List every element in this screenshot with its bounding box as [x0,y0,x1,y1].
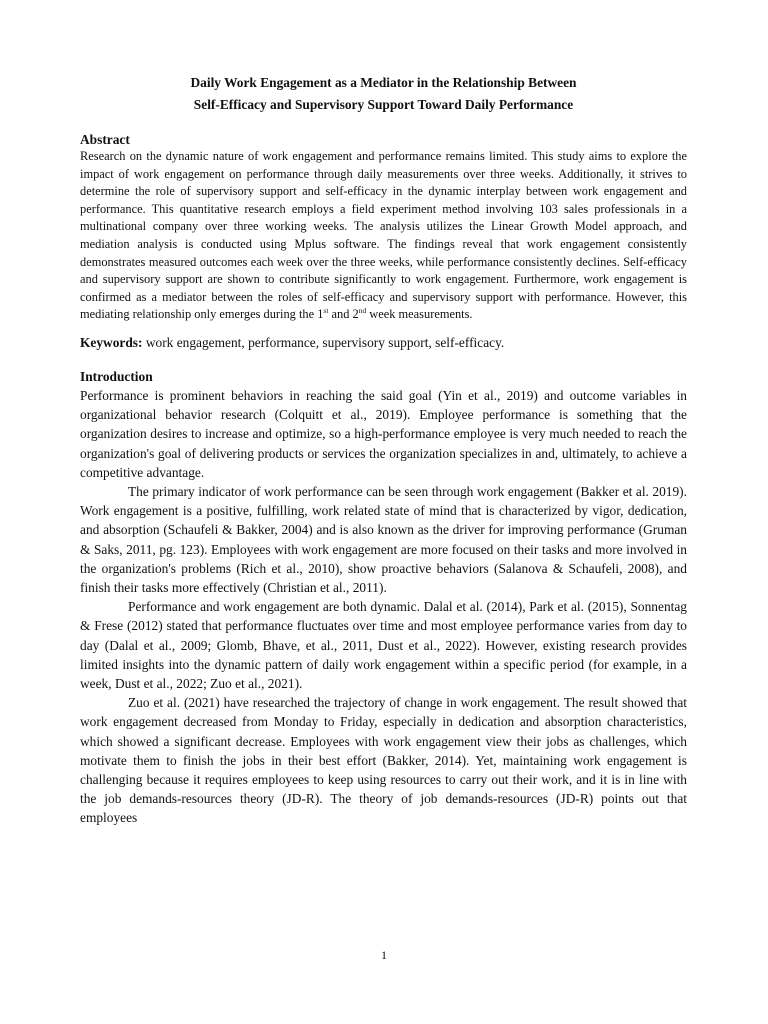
abstract-heading: Abstract [80,132,130,147]
introduction-paragraph-4: Zuo et al. (2021) have researched the trajectory of change in work engagement. The result showed that work engagement decreased from Monday to Friday, especially in dedication and absorption characteristics, which showed a significant decrease. Employees with work engagement view their jobs as challenges, which motivate them to finish the jobs in their best effort (Bakker, 2014). Yet, maintaining work engagement is challenging because it requires employees to keep using resources to carry out their work, and it is in line with the job demands-resources theory (JD-R). The theory of job demands-resources (JD-R) points out that employees [80,695,687,826]
keywords-line [80,334,687,352]
keywords-list: work engagement, performance, supervisory support, self-efficacy. [142,334,505,350]
paper-title [80,72,687,116]
superscript-nd: nd [358,306,367,316]
abstract-text [80,148,687,324]
page-number: 1 [381,948,387,962]
introduction-heading: Introduction [80,368,153,384]
paper-title-line-2: Self-Efficacy and Supervisory Support Toward Daily Performance [193,97,574,112]
introduction-paragraph-3: Performance and work engagement are both dynamic. Dalal et al. (2014), Park et al. (2015), Sonnentag & Frese (2012) stated that performance fluctuates over time and most employee performance varies from day to day (Dalal et al., 2009; Glomb, Bhave, et al., 2011, Dust et al., 2022). However, existing research provides limited insights into the dynamic pattern of daily work engagement within a specific period (for example, in a week, Dust et al., 2022; Zuo et al., 2021). [80,599,687,691]
page-content [80,72,687,828]
abstract-text-end: week measurements. [366,307,473,322]
introduction-paragraph-2: The primary indicator of work performance can be seen through work engagement (Bakker et al. 2019). Work engagement is a positive, fulfilling, work related state of mind that is characterized by vigor, dedication, and absorption (Schaufeli & Bakker, 2004) and is also known as the driver for improving performance (Gruman & Saks, 2011, pg. 123). Employees with work engagement are more focused on their tasks and more involved in the organization's problems (Rich et al., 2010), show proactive behaviors (Salanova & Schaufeli, 2008), and finish their tasks more effectively (Christian et al., 2011). [80,483,687,595]
introduction-paragraph-1: Performance is prominent behaviors in reaching the said goal (Yin et al., 2019) and outcome variables in organizational behavior research (Colquitt et al., 2019). Employee performance is something that the organization desires to increase and optimize, so a high-performance employee is very much needed to reach the organization's goal of delivering products or services the organization specializes in and, ultimately, to achieve a competitive advantage. [80,387,687,480]
abstract-text-main: Research on the dynamic nature of work engagement and performance remains limited. This study aims to explore the impact of work engagement on performance through daily measurements over three weeks. Additionally, it strives to determine the role of supervisory support and self-efficacy in the dynamic interplay between work engagement and performance. This quantitative research employs a field experiment method involving 103 sales professionals in a multinational company over three working weeks. The analysis utilizes the Linear Growth Model approach, and mediation analysis is conducted using Mplus software. The findings reveal that work engagement consistently demonstrates measured outcomes each week over the three weeks, while performance consistently declines. Self-efficacy and supervisory support are shown to contribute significantly to work engagement. Furthermore, work engagement is confirmed as a mediator between the roles of self-efficacy and supervisory support with performance. However, this mediating relationship only emerges during the 1 [80,149,687,322]
keywords-label: Keywords: [80,334,143,350]
superscript-st: st [323,306,329,316]
paper-title-line-1: Daily Work Engagement as a Mediator in the Relationship Between [190,75,577,90]
abstract-text-between: and 2 [328,307,359,322]
